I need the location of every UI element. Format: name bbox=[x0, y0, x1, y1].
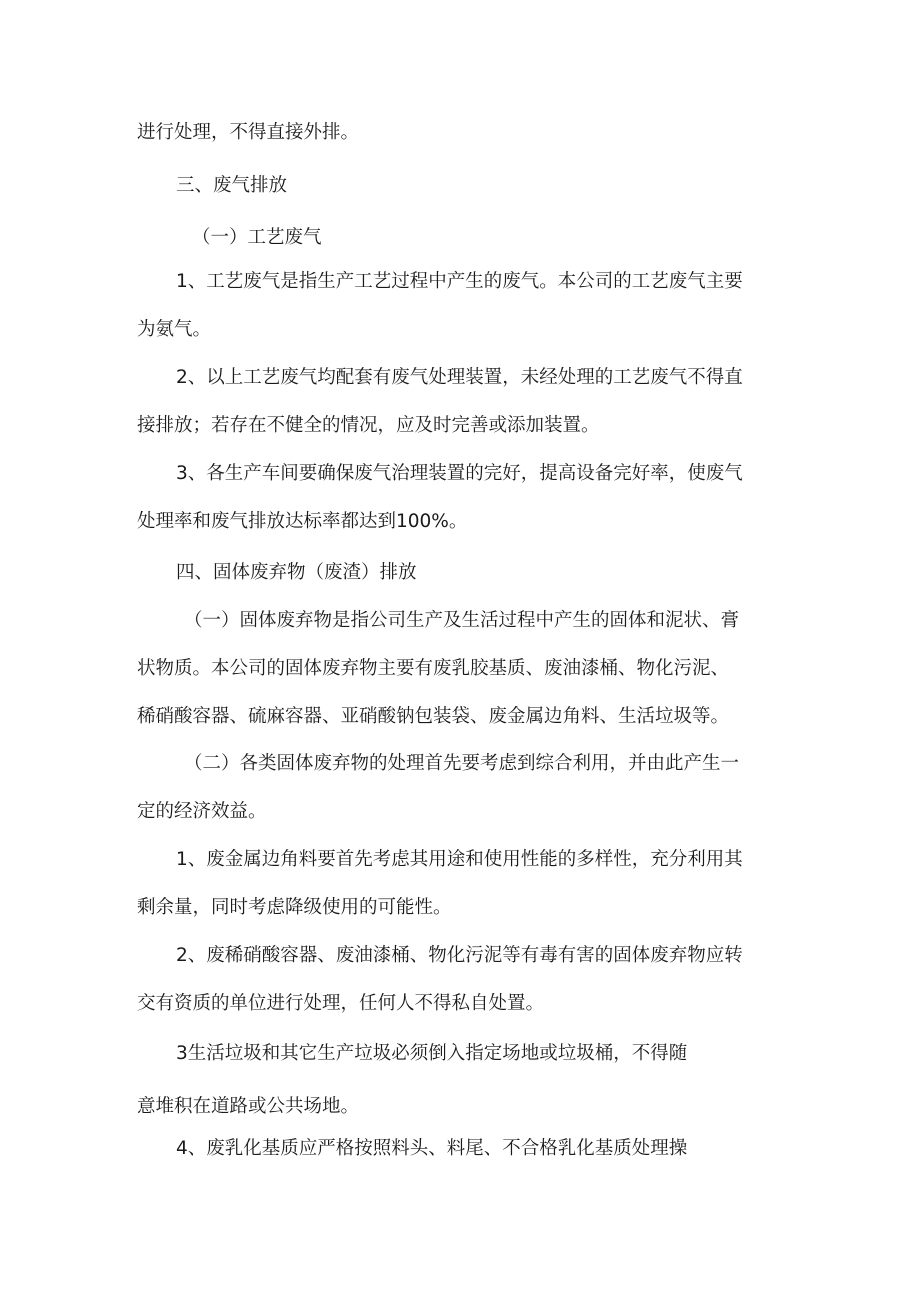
text-line: 3生活垃圾和其它生产垃圾必须倒入指定场地或垃圾桶，不得随 bbox=[176, 1043, 688, 1064]
text-line: 2、以上工艺废气均配套有废气处理装置，未经处理的工艺废气不得直 bbox=[176, 367, 743, 388]
text-line: 意堆积在道路或公共场地。 bbox=[137, 1096, 360, 1117]
text-line: 稀硝酸容器、硫麻容器、亚硝酸钠包装袋、废金属边角料、生活垃圾等。 bbox=[137, 706, 730, 727]
text-line: 接排放；若存在不健全的情况，应及时完善或添加装置。 bbox=[137, 415, 600, 436]
text-line: 剩余量，同时考虑降级使用的可能性。 bbox=[137, 897, 452, 918]
text-line: （一）固体废弃物是指公司生产及生活过程中产生的固体和泥状、膏 bbox=[184, 610, 740, 631]
text-line: （二）各类固体废弃物的处理首先要考虑到综合利用，并由此产生一 bbox=[184, 753, 740, 774]
text-line: 3、各生产车间要确保废气治理装置的完好，提高设备完好率，使废气 bbox=[176, 463, 743, 484]
text-line: 状物质。本公司的固体废弃物主要有废乳胶基质、废油漆桶、物化污泥、 bbox=[137, 658, 730, 679]
text-line: 2、废稀硝酸容器、废油漆桶、物化污泥等有毒有害的固体废弃物应转 bbox=[176, 945, 743, 966]
section-heading: 三、废气排放 bbox=[176, 175, 288, 196]
text-line: 定的经济效益。 bbox=[137, 801, 267, 822]
text-line: 进行处理，不得直接外排。 bbox=[137, 122, 360, 143]
subsection-heading: （一）工艺废气 bbox=[192, 227, 322, 248]
section-heading: 四、固体废弃物（废渣）排放 bbox=[176, 562, 417, 583]
text-line: 1、废金属边角料要首先考虑其用途和使用性能的多样性，充分利用其 bbox=[176, 849, 743, 870]
text-line: 1、工艺废气是指生产工艺过程中产生的废气。本公司的工艺废气主要 bbox=[176, 271, 743, 292]
text-line: 处理率和废气排放达标率都达到100%。 bbox=[137, 511, 468, 532]
text-line: 4、废乳化基质应严格按照料头、料尾、不合格乳化基质处理操 bbox=[176, 1138, 688, 1159]
text-line: 交有资质的单位进行处理，任何人不得私自处置。 bbox=[137, 993, 545, 1014]
text-line: 为氨气。 bbox=[137, 319, 212, 340]
